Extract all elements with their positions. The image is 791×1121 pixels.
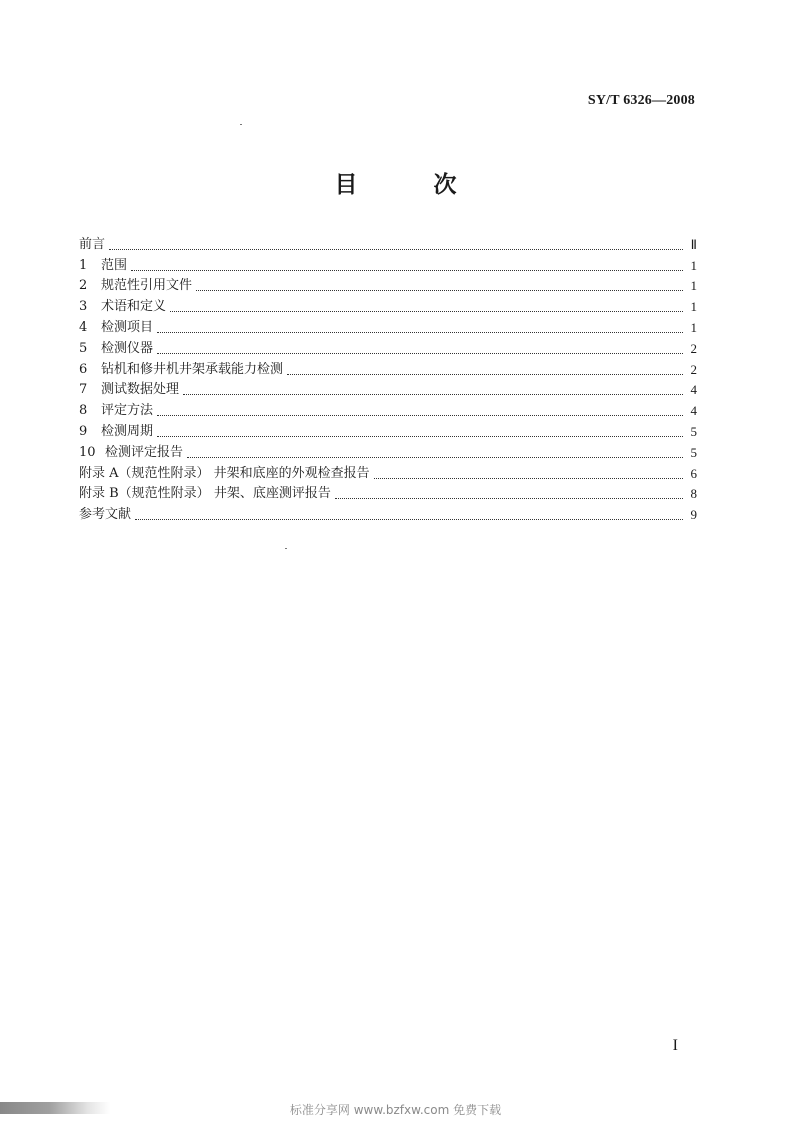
toc-entry-label: 参考文献 (79, 507, 132, 523)
toc-entry-number: 8 (79, 403, 88, 419)
page-number: I (672, 1037, 678, 1054)
toc-dot-leader (183, 393, 683, 395)
toc-entry-label: 范围 (101, 257, 128, 273)
toc-entry-label: 检测评定报告 (105, 444, 184, 460)
toc-dot-leader (109, 248, 683, 250)
toc-entry-label: 钻机和修井机井架承载能力检测 (101, 361, 284, 377)
toc-entry-number: 5 (79, 340, 88, 356)
toc-entry (79, 440, 697, 461)
toc-entry-page: 4 (690, 382, 697, 398)
toc-entry-number: 1 (79, 257, 88, 273)
toc-entry-label: 术语和定义 (101, 299, 167, 315)
toc-entry-label: 评定方法 (101, 403, 154, 419)
toc-entry-page: 1 (690, 319, 697, 335)
toc-dot-leader (335, 497, 683, 499)
standard-code: SY/T 6326—2008 (587, 93, 695, 108)
toc-dot-leader (131, 269, 683, 271)
toc-dot-leader (187, 456, 683, 458)
toc-entry (79, 232, 697, 253)
toc-entry-page: 5 (690, 444, 697, 460)
toc-entry-number: 6 (79, 361, 88, 377)
toc-entry-page: Ⅱ (690, 236, 697, 252)
toc-entry (79, 378, 697, 399)
toc-entry-label: 检测仪器 (101, 340, 154, 356)
toc-entry-page: 6 (690, 465, 697, 481)
toc-entry-page: 9 (690, 507, 697, 523)
toc-dot-leader (157, 435, 683, 437)
page-title: 目 次 (334, 172, 491, 198)
toc-entry-label: 测试数据处理 (101, 382, 180, 398)
toc-entry-label: 检测项目 (101, 319, 154, 335)
toc-entry (79, 482, 697, 503)
toc-entry-number: 10 (79, 444, 96, 460)
toc-entry (79, 336, 697, 357)
toc-entry-number: 9 (79, 423, 88, 439)
toc-entry-page: 8 (690, 486, 697, 502)
toc-dot-leader (135, 518, 683, 520)
toc-dot-leader (374, 477, 683, 479)
toc-entry-number: 2 (79, 278, 88, 294)
toc-dot-leader (287, 373, 683, 375)
toc-entry (79, 502, 697, 523)
toc-entry-page: 5 (690, 423, 697, 439)
toc-dot-leader (157, 352, 683, 354)
toc-entry (79, 357, 697, 378)
toc-entry (79, 253, 697, 274)
toc-entry (79, 315, 697, 336)
toc-entry-page: 2 (690, 361, 697, 377)
toc-entry-label: 检测周期 (101, 423, 154, 439)
toc-entry-page: 1 (690, 257, 697, 273)
scan-speck (240, 124, 242, 125)
toc-entry-page: 1 (690, 299, 697, 315)
toc-entry-label: 前言 (79, 236, 106, 252)
toc-entry (79, 294, 697, 315)
toc-entry-number: 4 (79, 319, 88, 335)
toc-entry (79, 398, 697, 419)
toc-entry-number: 7 (79, 382, 88, 398)
toc-entry (79, 419, 697, 440)
toc-dot-leader (157, 331, 683, 333)
watermark: 标准分享网 www.bzfxw.com 免费下载 (289, 1103, 502, 1117)
toc-dot-leader (170, 310, 683, 312)
toc-dot-leader (196, 289, 683, 291)
toc-entry (79, 461, 697, 482)
toc-entry-page: 4 (690, 403, 697, 419)
toc-dot-leader (157, 414, 683, 416)
toc-entry-label: 附录 B（规范性附录） 井架、底座测评报告 (79, 486, 331, 502)
toc-entry-label: 附录 A（规范性附录） 井架和底座的外观检查报告 (79, 465, 370, 481)
scan-speck (285, 548, 287, 549)
toc-entry (79, 274, 697, 295)
toc-entry-page: 1 (690, 278, 697, 294)
toc-entry-label: 规范性引用文件 (101, 278, 193, 294)
toc-entry-page: 2 (690, 340, 697, 356)
toc-entry-number: 3 (79, 299, 88, 315)
table-of-contents (79, 232, 697, 523)
